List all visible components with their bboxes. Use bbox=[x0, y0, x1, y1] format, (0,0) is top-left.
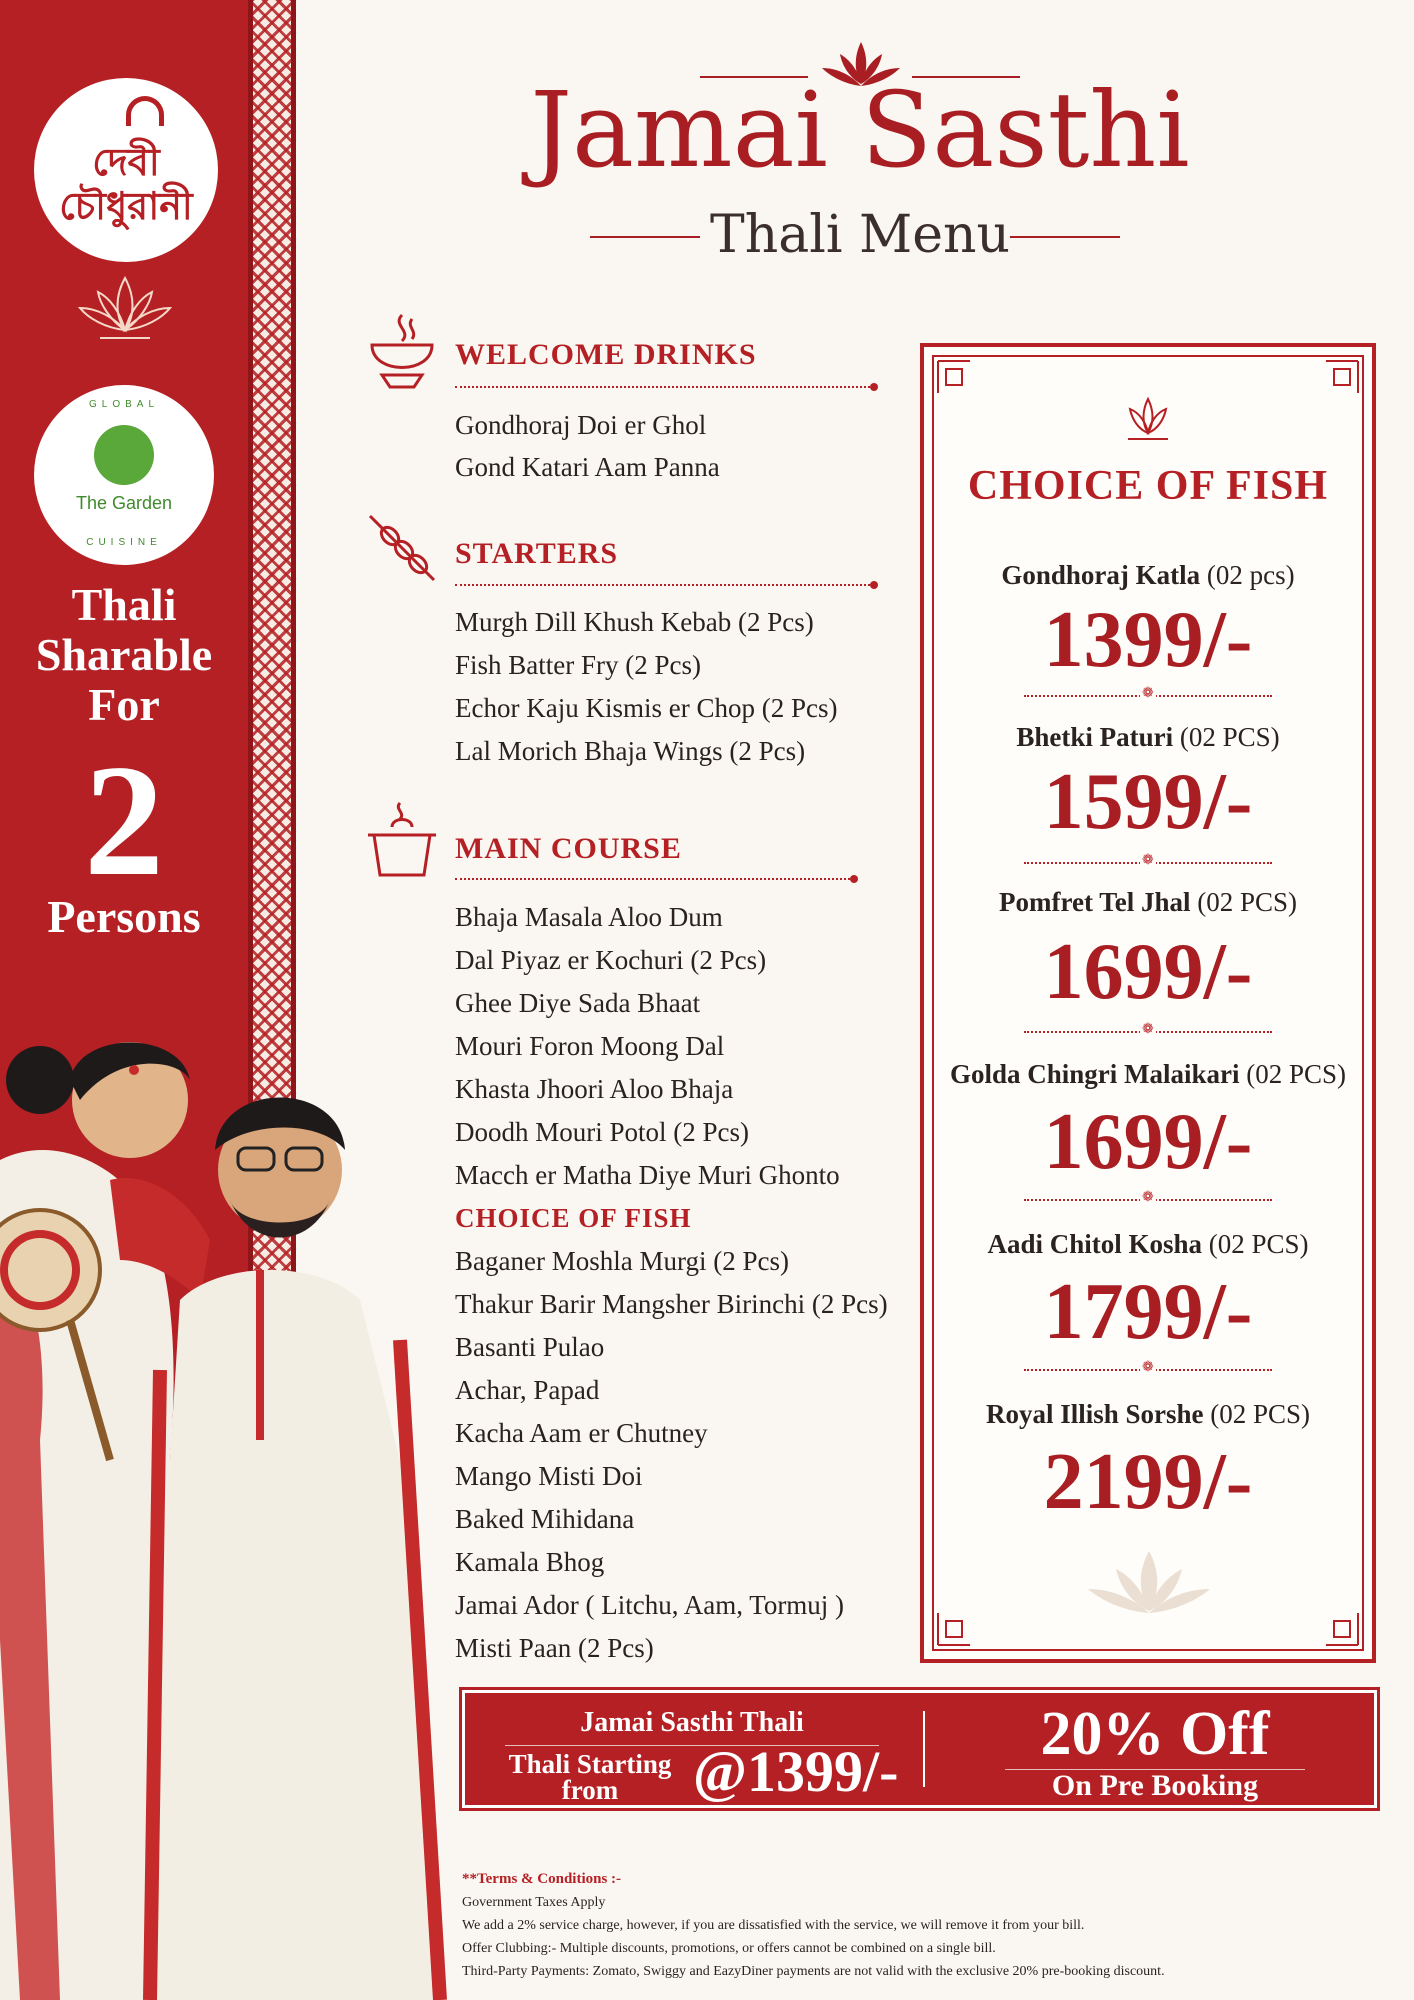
tree-icon bbox=[94, 425, 154, 485]
terms-line: Government Taxes Apply bbox=[462, 1895, 606, 1910]
header-rule-right bbox=[1010, 236, 1120, 238]
fish-option-price: 1799/- bbox=[1043, 1268, 1253, 1356]
fish-option-name: Gondhoraj Katla (02 pcs) bbox=[1001, 560, 1295, 590]
menu-item: Ghee Diye Sada Bhaat bbox=[455, 988, 701, 1018]
fish-divider bbox=[1024, 1199, 1272, 1201]
menu-item: Gond Katari Aam Panna bbox=[455, 452, 720, 482]
menu-item: Jamai Ador ( Litchu, Aam, Tormuj ) bbox=[455, 1590, 845, 1620]
fish-price-box bbox=[920, 343, 1376, 1663]
banner-from: from bbox=[561, 1775, 619, 1805]
menu-item: Basanti Pulao bbox=[455, 1332, 605, 1362]
drink-bowl-icon bbox=[362, 305, 442, 395]
menu-item: Baganer Moshla Murgi (2 Pcs) bbox=[455, 1246, 789, 1276]
fish-box-bottom-lotus-icon bbox=[1074, 1545, 1224, 1625]
fish-divider bbox=[1024, 862, 1272, 864]
menu-item: Kamala Bhog bbox=[455, 1547, 605, 1577]
banner-prebook: On Pre Booking bbox=[1051, 1769, 1259, 1802]
menu-item: Baked Mihidana bbox=[455, 1504, 635, 1534]
fish-option-price: 1399/- bbox=[1043, 596, 1253, 684]
terms-title: **Terms & Conditions :- bbox=[462, 1871, 622, 1887]
terms-conditions bbox=[462, 1868, 1165, 1983]
menu-item: Misti Paan (2 Pcs) bbox=[455, 1633, 654, 1663]
menu-item: Achar, Papad bbox=[455, 1375, 600, 1405]
corner-ornament-icon bbox=[934, 1609, 974, 1649]
lotus-icon bbox=[70, 268, 180, 348]
partner-name: The Garden bbox=[75, 493, 173, 513]
menu-item: Khasta Jhoori Aloo Bhaja bbox=[455, 1074, 734, 1104]
corner-ornament-icon bbox=[1322, 1609, 1362, 1649]
section-rule-main bbox=[455, 878, 850, 880]
fish-option-name: Golda Chingri Malaikari (02 PCS) bbox=[949, 1059, 1347, 1089]
menu-item: Kacha Aam er Chutney bbox=[455, 1418, 708, 1448]
menu-item: Mango Misti Doi bbox=[455, 1461, 643, 1491]
menu-item: Gondhoraj Doi er Ghol bbox=[455, 410, 707, 440]
page-title: Jamai Sasthi bbox=[530, 69, 1190, 191]
menu-item: Bhaja Masala Aloo Dum bbox=[455, 902, 723, 932]
banner-title: Jamai Sasthi Thali bbox=[580, 1707, 804, 1738]
cooking-pot-icon bbox=[362, 795, 442, 885]
section-rule-welcome bbox=[455, 386, 870, 388]
menu-item: Fish Batter Fry (2 Pcs) bbox=[455, 650, 701, 680]
header-rule-left bbox=[590, 236, 700, 238]
share-line2: Sharable bbox=[35, 629, 213, 680]
section-rule-starters bbox=[455, 584, 870, 586]
corner-ornament-icon bbox=[934, 357, 974, 397]
offer-banner bbox=[462, 1690, 1377, 1808]
terms-line: Third-Party Payments: Zomato, Swiggy and EazyDiner payments are not valid with the exclusive 20% pre-booking discount. bbox=[462, 1964, 1165, 1979]
section-title-welcome: WELCOME DRINKS bbox=[455, 338, 757, 371]
fish-section-title: CHOICE OF FISH bbox=[967, 463, 1329, 509]
logo-text: দেবী চৌধুরানী bbox=[59, 140, 193, 228]
page-subtitle: Thali Menu bbox=[710, 205, 1010, 265]
share-persons: Persons bbox=[47, 891, 201, 942]
menu-item: Lal Morich Bhaja Wings (2 Pcs) bbox=[455, 736, 806, 766]
section-title-starters: STARTERS bbox=[455, 537, 619, 570]
partner-logo bbox=[34, 385, 214, 565]
menu-item: Macch er Matha Diye Muri Ghonto bbox=[455, 1160, 840, 1190]
partner-bottom-text: CUISINE bbox=[86, 537, 162, 548]
banner-starting: Thali Starting bbox=[508, 1749, 672, 1779]
fish-option-price: 1699/- bbox=[1043, 1098, 1253, 1186]
fish-divider bbox=[1024, 695, 1272, 697]
fish-option-name: Pomfret Tel Jhal (02 PCS) bbox=[998, 887, 1298, 917]
terms-line: We add a 2% service charge, however, if you are dissatisfied with the service, we will remove it from your bill. bbox=[462, 1918, 1085, 1933]
couple-illustration bbox=[0, 1040, 460, 2000]
banner-discount: 20% Off bbox=[1040, 1700, 1270, 1768]
menu-item: Doodh Mouri Potol (2 Pcs) bbox=[455, 1117, 750, 1147]
menu-item: Thakur Barir Mangsher Birinchi (2 Pcs) bbox=[455, 1289, 888, 1319]
corner-ornament-icon bbox=[1322, 357, 1362, 397]
menu-subheading-fish: CHOICE OF FISH bbox=[455, 1203, 692, 1233]
partner-top-text: GLOBAL bbox=[88, 399, 160, 410]
fish-option-price: 2199/- bbox=[1043, 1438, 1253, 1526]
fish-option-name: Aadi Chitol Kosha (02 PCS) bbox=[987, 1229, 1309, 1259]
banner-left bbox=[465, 1693, 919, 1805]
share-number: 2 bbox=[84, 731, 164, 909]
banner-starting-label bbox=[495, 1751, 685, 1803]
fish-box-lotus-icon bbox=[1118, 395, 1178, 445]
share-line3: For bbox=[88, 679, 160, 730]
menu-item: Dal Piyaz er Kochuri (2 Pcs) bbox=[455, 945, 767, 975]
share-caption bbox=[0, 580, 248, 730]
cloche-icon bbox=[126, 96, 164, 126]
fish-option-name: Bhetki Paturi (02 PCS) bbox=[1016, 722, 1280, 752]
banner-separator bbox=[923, 1711, 925, 1787]
menu-item: Mouri Foron Moong Dal bbox=[455, 1031, 725, 1061]
banner-price: @1399/- bbox=[693, 1739, 899, 1804]
skewer-icon bbox=[362, 508, 442, 588]
fish-option-price: 1699/- bbox=[1043, 928, 1253, 1016]
menu-item: Murgh Dill Khush Kebab (2 Pcs) bbox=[455, 607, 814, 637]
fish-option-price: 1599/- bbox=[1043, 758, 1253, 846]
brand-logo bbox=[34, 78, 218, 262]
fish-divider bbox=[1024, 1031, 1272, 1033]
fish-option-name: Royal Illish Sorshe (02 PCS) bbox=[985, 1399, 1311, 1429]
fish-divider bbox=[1024, 1369, 1272, 1371]
share-line1: Thali bbox=[71, 579, 177, 630]
section-title-main: MAIN COURSE bbox=[455, 832, 682, 865]
terms-line: Offer Clubbing:- Multiple discounts, promotions, or offers cannot be combined on a single bill. bbox=[462, 1941, 996, 1956]
menu-item: Echor Kaju Kismis er Chop (2 Pcs) bbox=[455, 693, 838, 723]
